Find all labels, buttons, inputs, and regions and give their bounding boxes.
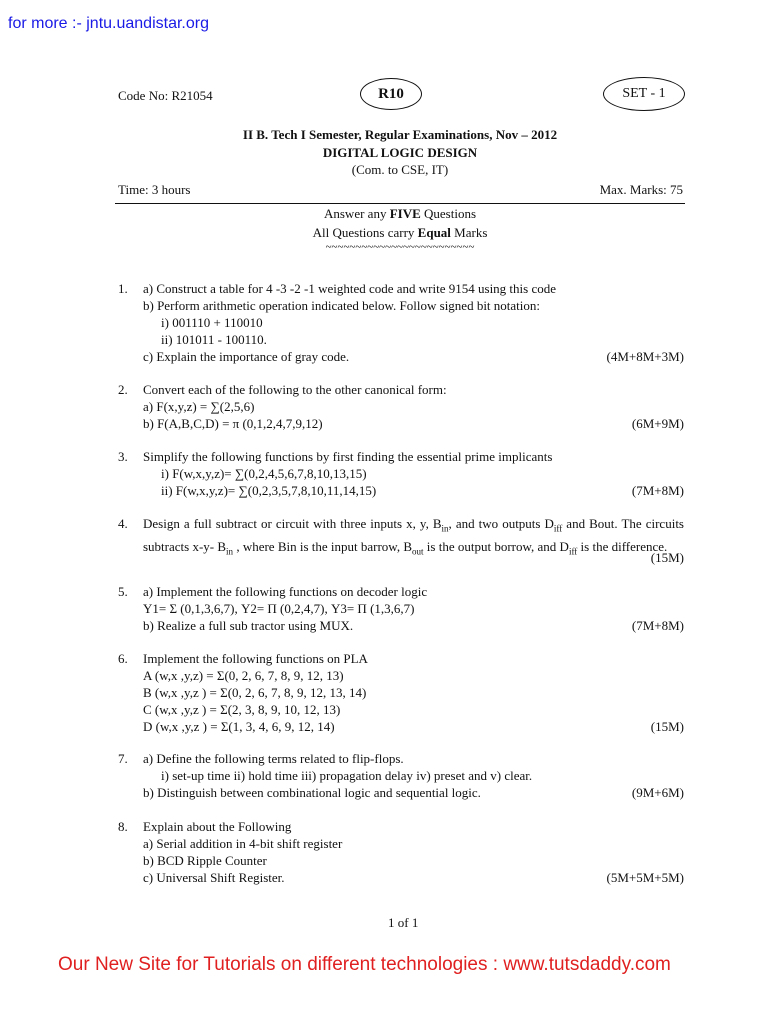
question-text: Design a full subtract or circuit with three inputs x, y, B xyxy=(143,516,442,531)
question-6 xyxy=(118,650,684,735)
regulation-label: R10 xyxy=(378,85,404,102)
question-last-line xyxy=(143,869,684,886)
question-marks: (5M+5M+5M) xyxy=(606,870,684,885)
question-line: A (w,x ,y,z) = Σ(0, 2, 6, 7, 8, 9, 12, 13) xyxy=(143,668,344,683)
question-line: i) 001110 + 110010 xyxy=(161,315,263,330)
question-line: b) F(A,B,C,D) = π (0,1,2,4,7,9,12) xyxy=(143,416,323,431)
question-number: 7. xyxy=(118,751,128,766)
question-last-line xyxy=(143,784,684,801)
page-number: 1 of 1 xyxy=(388,915,419,930)
question-last-line xyxy=(143,482,684,499)
set-badge xyxy=(603,77,685,111)
tilde-separator: ~~~~~~~~~~~~~~~~~~~~~~~~~ xyxy=(325,241,475,253)
question-line: Y1= Σ (0,1,3,6,7), Y2= Π (0,2,4,7), Y3= Π (1,3,6,7) xyxy=(143,601,415,616)
question-line: ii) 101011 - 100110. xyxy=(161,332,267,347)
exam-time: Time: 3 hours xyxy=(118,182,191,197)
question-8 xyxy=(118,818,684,886)
question-line: D (w,x ,y,z ) = Σ(1, 3, 4, 6, 9, 12, 14) xyxy=(143,719,335,734)
subscript: out xyxy=(412,546,424,557)
question-number: 6. xyxy=(118,651,128,666)
question-last-line xyxy=(143,617,684,634)
question-line: i) F(w,x,y,z)= ∑(0,2,4,5,6,7,8,10,13,15) xyxy=(161,466,367,481)
question-line: b) Perform arithmetic operation indicated below. Follow signed bit notation: xyxy=(143,298,541,313)
question-text: and Bout. The circuits subtracts x-y- B xyxy=(143,516,684,554)
question-line: Explain about the Following xyxy=(143,819,292,834)
subject-title: DIGITAL LOGIC DESIGN xyxy=(322,145,478,160)
question-marks: (7M+8M) xyxy=(631,618,684,633)
question-line: a) Implement the following functions on decoder logic xyxy=(143,584,428,599)
question-line: C (w,x ,y,z ) = Σ(2, 3, 8, 9, 10, 12, 13) xyxy=(143,702,341,717)
question-marks: (15M) xyxy=(650,550,684,565)
question-line: b) BCD Ripple Counter xyxy=(143,853,267,868)
subscript: iff xyxy=(553,523,563,534)
question-7 xyxy=(118,750,684,801)
header-rule xyxy=(115,203,685,204)
question-2 xyxy=(118,381,684,432)
question-line: b) Realize a full sub tractor using MUX. xyxy=(143,618,354,633)
question-line: B (w,x ,y,z ) = Σ(0, 2, 6, 7, 8, 9, 12, 13, 14) xyxy=(143,685,367,700)
question-5 xyxy=(118,583,684,634)
exam-title: II B. Tech I Semester, Regular Examinations, Nov – 2012 xyxy=(242,127,558,142)
subscript: iff xyxy=(568,546,578,557)
instruction-marks-suffix: Marks xyxy=(450,225,488,240)
question-line: a) Define the following terms related to flip-flops. xyxy=(143,751,404,766)
question-line: Convert each of the following to the other canonical form: xyxy=(143,382,447,397)
question-last-line xyxy=(143,415,684,432)
max-marks: Max. Marks: 75 xyxy=(599,182,683,197)
question-number: 4. xyxy=(118,516,128,531)
set-label: SET - 1 xyxy=(622,86,666,101)
question-text: , and two outputs D xyxy=(448,516,554,531)
question-number: 8. xyxy=(118,819,128,834)
question-1 xyxy=(118,280,684,365)
subscript: in xyxy=(226,546,234,557)
question-line: c) Universal Shift Register. xyxy=(143,870,285,885)
instruction-marks-prefix: All Questions carry xyxy=(312,225,418,240)
instruction-answer-suffix: Questions xyxy=(420,206,477,221)
question-line: a) Serial addition in 4-bit shift register xyxy=(143,836,343,851)
question-line: i) set-up time ii) hold time iii) propagation delay iv) preset and v) clear. xyxy=(161,768,533,783)
question-marks: (4M+8M+3M) xyxy=(606,349,684,364)
question-marks: (9M+6M) xyxy=(631,785,684,800)
question-line: Simplify the following functions by first finding the essential prime implicants xyxy=(143,449,553,464)
instruction-answer xyxy=(0,206,768,222)
instruction-answer-prefix: Answer any xyxy=(323,206,390,221)
regulation-badge xyxy=(360,78,422,110)
question-4 xyxy=(118,515,684,565)
tutorials-site-link[interactable]: Our New Site for Tutorials on different technologies : www.tutsdaddy.com xyxy=(58,954,671,975)
question-line: a) Construct a table for 4 -3 -2 -1 weighted code and write 9154 using this code xyxy=(143,281,556,296)
question-text: is the output borrow, and D xyxy=(423,538,569,554)
question-marks: (6M+9M) xyxy=(631,416,684,431)
subscript: in xyxy=(441,523,449,534)
question-marks: (15M) xyxy=(650,719,684,734)
question-line: Implement the following functions on PLA xyxy=(143,651,368,666)
question-text: , where Bin is the input barrow, B xyxy=(233,538,413,554)
question-number: 5. xyxy=(118,584,128,599)
question-line: b) Distinguish between combinational logic and sequential logic. xyxy=(143,785,481,800)
question-last-line xyxy=(143,348,684,365)
instruction-marks xyxy=(0,225,768,241)
question-number: 1. xyxy=(118,281,128,296)
question-last-line xyxy=(143,718,684,735)
question-text: is the difference. xyxy=(577,538,668,554)
question-line: a) F(x,y,z) = ∑(2,5,6) xyxy=(143,399,255,414)
question-3 xyxy=(118,448,684,499)
question-line: c) Explain the importance of gray code. xyxy=(143,349,350,364)
question-marks: (7M+8M) xyxy=(631,483,684,498)
branches: (Com. to CSE, IT) xyxy=(351,162,449,177)
instruction-answer-bold: FIVE xyxy=(389,206,421,221)
instruction-marks-bold: Equal xyxy=(417,225,451,240)
question-number: 2. xyxy=(118,382,128,397)
question-number: 3. xyxy=(118,449,128,464)
code-number: Code No: R21054 xyxy=(118,88,213,103)
source-website-link[interactable]: for more :- jntu.uandistar.org xyxy=(8,15,209,32)
question-line: ii) F(w,x,y,z)= ∑(0,2,3,5,7,8,10,11,14,15) xyxy=(161,483,377,498)
